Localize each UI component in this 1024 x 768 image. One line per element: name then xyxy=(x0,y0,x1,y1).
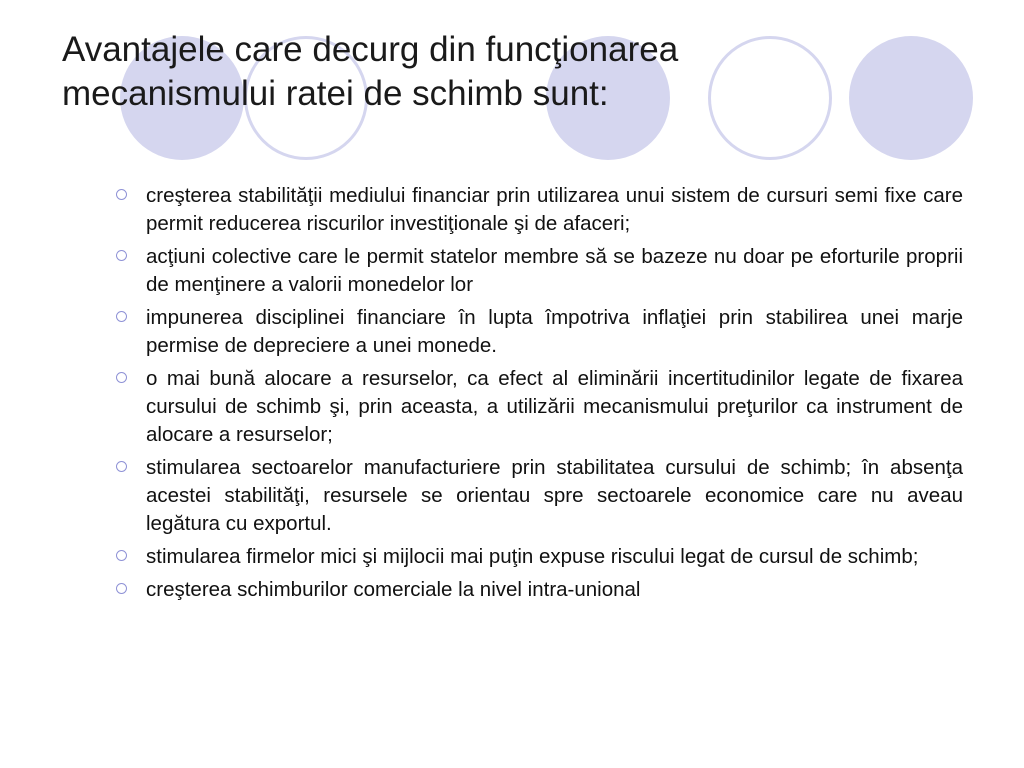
bullet-item xyxy=(115,243,963,299)
bullet-text: stimularea sectoarelor manufacturiere prin stabilitatea cursului de schimb; în absenţa acestei stabilităţi, resursele se orientau spre sectoarele economice care nu aveau legătura cu exportul. xyxy=(146,456,963,535)
bullet-text: stimularea firmelor mici şi mijlocii mai puţin expuse riscului legat de cursul de schimb; xyxy=(146,545,919,568)
bullet-item xyxy=(115,454,963,538)
bullet-item xyxy=(115,182,963,238)
hollow-circle-bullet-icon xyxy=(116,311,127,322)
bullet-text: impunerea disciplinei financiare în lupta împotriva inflaţiei prin stabilirea unei marje permise de depreciere a unei monede. xyxy=(146,306,963,357)
bullet-text: creşterea schimburilor comerciale la nivel intra-unional xyxy=(146,578,641,601)
bullet-text: creşterea stabilităţii mediului financiar prin utilizarea unui sistem de cursuri semi fixe care permit reducerea riscurilor investiţionale şi de afaceri; xyxy=(146,184,963,235)
bullet-item xyxy=(115,543,963,571)
hollow-circle-bullet-icon xyxy=(116,250,127,261)
bullet-item xyxy=(115,576,963,604)
bullet-item xyxy=(115,365,963,449)
slide-title: Avantajele care decurg din funcţionarea mecanismului ratei de schimb sunt: xyxy=(62,30,679,113)
bullet-text: o mai bună alocare a resurselor, ca efect al eliminării incertitudinilor legate de fixarea cursului de schimb şi, prin aceasta, a utilizării mecanismului preţurilor ca instrument de alocare a resurselor; xyxy=(146,367,963,446)
bullet-text: acţiuni colective care le permit statelor membre să se bazeze nu doar pe eforturile proprii de menţinere a valorii monedelor lor xyxy=(146,245,963,296)
bullet-list xyxy=(115,182,963,609)
hollow-circle-bullet-icon xyxy=(116,461,127,472)
hollow-circle-bullet-icon xyxy=(116,550,127,561)
hollow-circle-bullet-icon xyxy=(116,372,127,383)
hollow-circle-bullet-icon xyxy=(116,189,127,200)
hollow-circle-bullet-icon xyxy=(116,583,127,594)
bullet-item xyxy=(115,304,963,360)
